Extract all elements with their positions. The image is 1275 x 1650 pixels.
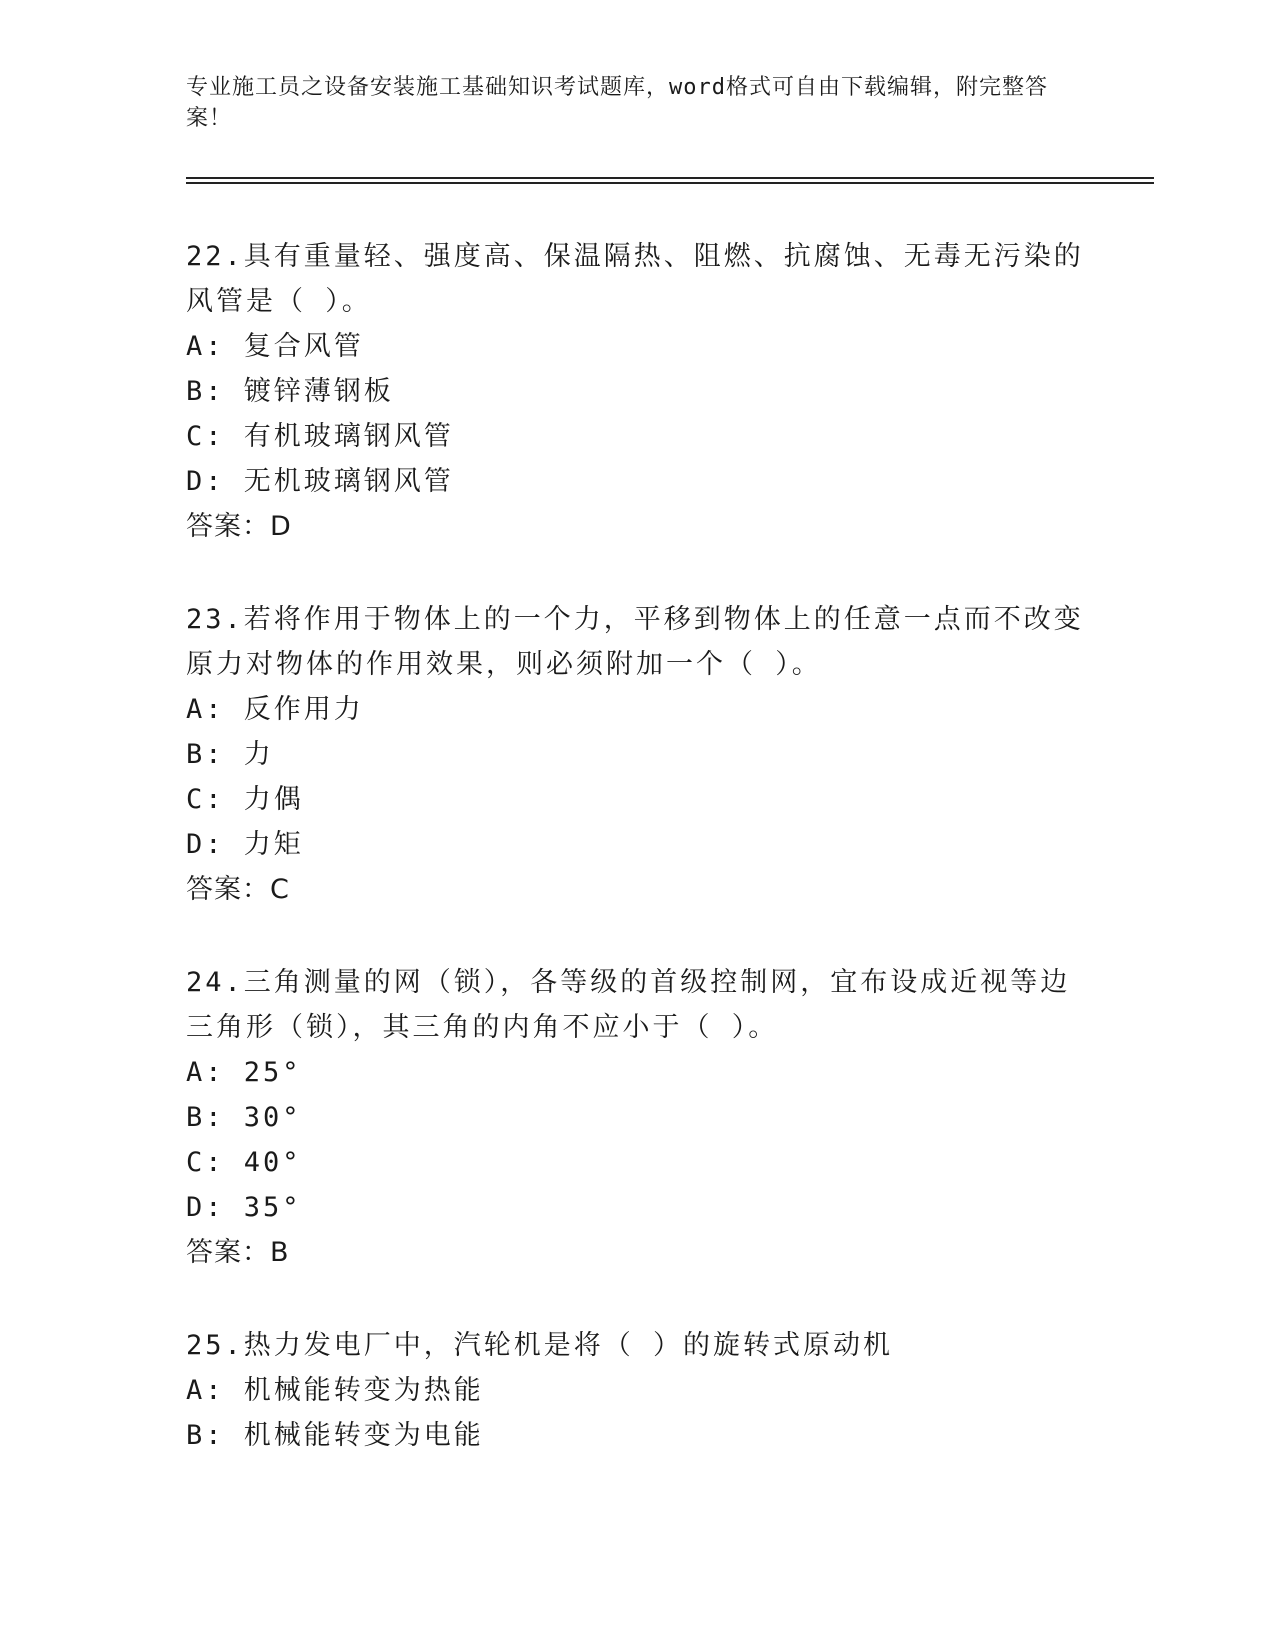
question-24 bbox=[186, 960, 1086, 1276]
question-25 bbox=[186, 1323, 1086, 1458]
question-stem: 24.三角测量的网（锁），各等级的首级控制网，宜布设成近视等边三角形（锁），其三角的内角不应小于（ ）。 bbox=[186, 967, 1071, 1043]
answer-line: 答案：C bbox=[186, 874, 290, 905]
option-d: D: 无机玻璃钢风管 bbox=[186, 466, 454, 497]
option-c: C: 有机玻璃钢风管 bbox=[186, 421, 454, 452]
question-22 bbox=[186, 234, 1086, 550]
option-b: B: 镀锌薄钢板 bbox=[186, 376, 394, 407]
question-stem: 22.具有重量轻、强度高、保温隔热、阻燃、抗腐蚀、无毒无污染的风管是（ ）。 bbox=[186, 241, 1084, 317]
answer-line: 答案：D bbox=[186, 511, 292, 542]
option-a: A: 25° bbox=[186, 1057, 302, 1088]
header-divider-bottom bbox=[186, 182, 1154, 184]
question-stem: 25.热力发电厂中，汽轮机是将（ ）的旋转式原动机 bbox=[186, 1330, 894, 1361]
answer-line: 答案：B bbox=[186, 1237, 290, 1268]
option-a: A: 机械能转变为热能 bbox=[186, 1375, 484, 1406]
option-b: B: 力 bbox=[186, 739, 274, 770]
option-c: C: 力偶 bbox=[186, 784, 304, 815]
option-a: A: 反作用力 bbox=[186, 694, 364, 725]
option-a: A: 复合风管 bbox=[186, 331, 364, 362]
option-c: C: 40° bbox=[186, 1147, 302, 1178]
document-header: 专业施工员之设备安装施工基础知识考试题库，word格式可自由下载编辑，附完整答案！ bbox=[186, 75, 1048, 131]
option-b: B: 机械能转变为电能 bbox=[186, 1420, 484, 1451]
question-stem: 23.若将作用于物体上的一个力，平移到物体上的任意一点而不改变原力对物体的作用效果，则必须附加一个（ ）。 bbox=[186, 604, 1084, 680]
option-d: D: 力矩 bbox=[186, 829, 304, 860]
question-23 bbox=[186, 597, 1086, 913]
header-divider-top bbox=[186, 177, 1154, 179]
option-d: D: 35° bbox=[186, 1192, 302, 1223]
option-b: B: 30° bbox=[186, 1102, 302, 1133]
